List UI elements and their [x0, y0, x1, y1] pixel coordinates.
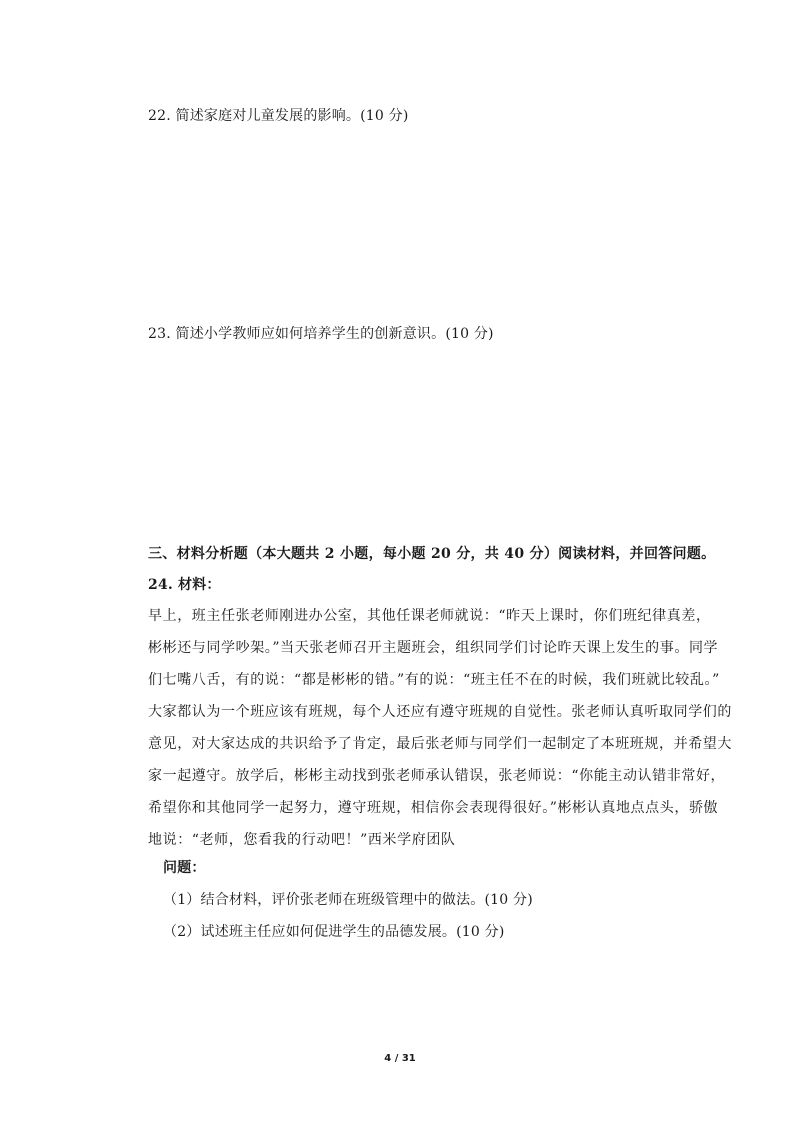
page-number: 4 / 31 [384, 1053, 416, 1064]
question-24-label: 24. 材料： [148, 577, 221, 593]
material-line: 大家都认为一个班应该有班规，每个人还应有遵守班规的自觉性。张老师认真听取同学们的 [148, 704, 732, 720]
question-23: 23. 简述小学教师应如何培养学生的创新意识。(10 分) [148, 326, 494, 342]
material-paragraph [148, 600, 732, 856]
material-line: 意见，对大家达成的共识给予了肯定，最后张老师与同学们一起制定了本班班规，并希望大 [148, 736, 732, 752]
question-22: 22. 简述家庭对儿童发展的影响。(10 分) [148, 108, 409, 124]
questions-label: 问题： [163, 860, 206, 876]
sub-question-1: （1）结合材料，评价张老师在班级管理中的做法。(10 分) [163, 892, 533, 908]
section-3-heading: 三、材料分析题（本大题共 2 小题，每小题 20 分，共 40 分）阅读材料，并回答问题。 [148, 546, 716, 562]
material-line: 希望你和其他同学一起努力，遵守班规，相信你会表现得很好。”彬彬认真地点点头，骄傲 [148, 800, 719, 816]
sub-question-2: （2）试述班主任应如何促进学生的品德发展。(10 分) [163, 924, 505, 940]
material-line: 们七嘴八舌，有的说：“都是彬彬的错。”有的说：“班主任不在的时候，我们班就比较乱。” [148, 672, 720, 688]
material-line: 早上，班主任张老师刚进办公室，其他任课老师就说：“昨天上课时，你们班纪律真差， [148, 608, 711, 624]
material-line: 家一起遵守。放学后，彬彬主动找到张老师承认错误，张老师说：“你能主动认错非常好， [148, 768, 726, 784]
material-line: 彬彬还与同学吵架。”当天张老师召开主题班会，组织同学们讨论昨天课上发生的事。同学 [148, 640, 719, 656]
material-line: 地说：“老师，您看我的行动吧！”西米学府团队 [148, 832, 456, 848]
